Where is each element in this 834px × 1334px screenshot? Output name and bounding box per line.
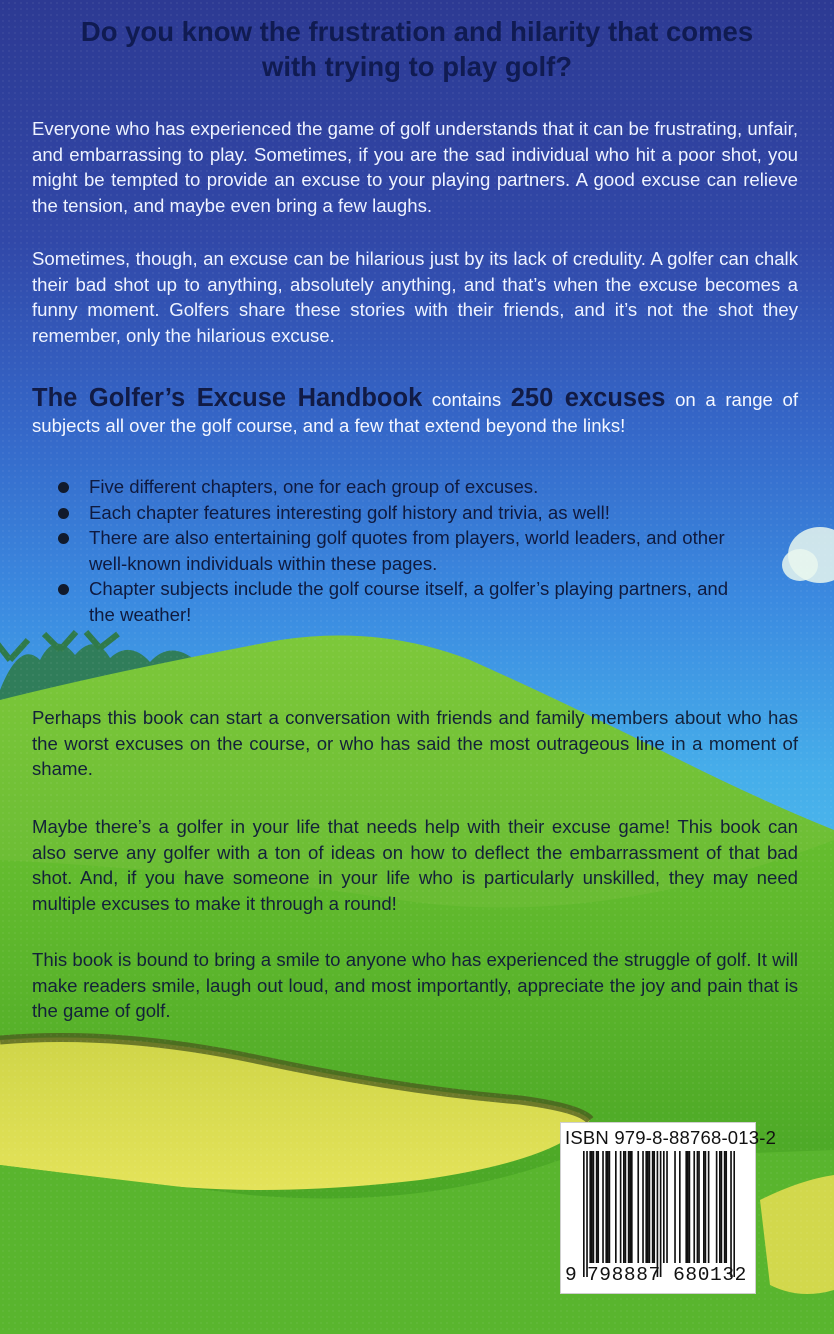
- list-item: [52, 525, 752, 576]
- barcode-bar: [685, 1151, 687, 1263]
- barcode-bar: [653, 1151, 655, 1263]
- barcode-bar: [596, 1151, 598, 1263]
- bullet-icon: [58, 584, 69, 595]
- heading-line-2: with trying to play golf?: [261, 51, 573, 82]
- barcode-bar: [593, 1151, 595, 1263]
- barcode-bar: [586, 1151, 588, 1277]
- bullet-text: Five different chapters, one for each group of excuses.: [89, 476, 539, 497]
- barcode-bar: [642, 1151, 644, 1263]
- barcode-bar: [679, 1151, 681, 1263]
- barcode-bar: [687, 1151, 689, 1263]
- barcode-bar: [660, 1151, 662, 1277]
- barcode-bar: [663, 1151, 665, 1263]
- barcode-bar: [629, 1151, 631, 1263]
- bullet-icon: [58, 508, 69, 519]
- bullet-text: Chapter subjects include the golf course itself, a golfer’s playing partners, and the weather!: [89, 578, 729, 625]
- barcode-bar: [708, 1151, 710, 1263]
- barcode-bar: [615, 1151, 617, 1263]
- heading-line-1: Do you know the frustration and hilarity that comes: [80, 16, 754, 47]
- barcode-bar: [719, 1151, 721, 1263]
- excuse-paragraph: Sometimes, though, an excuse can be hilarious just by its lack of credulity. A golfer can chalk their bad shot up to anything, absolutely anything, and that’s when the excuse becomes a funny moment. Golfers share these stories with their friends, and it’s not the shot they remember, only the hilarious excuse.: [32, 248, 798, 346]
- gift-paragraph: Maybe there’s a golfer in your life that needs help with their excuse game! This book can also serve any golfer with a ton of ideas on how to deflect the embarrassment of that bad shot. And, if you have someone in your life who is particularly unskilled, they may need multiple excuses to make it through a round!: [32, 816, 798, 914]
- barcode-bar: [666, 1151, 668, 1263]
- barcode-bar: [602, 1151, 604, 1263]
- barcode-bar: [705, 1151, 707, 1263]
- barcode-bar: [721, 1151, 723, 1263]
- barcode-bar: [689, 1151, 691, 1263]
- barcode-bar: [657, 1151, 659, 1277]
- barcode-bar: [725, 1151, 727, 1263]
- barcode-bar: [697, 1151, 699, 1263]
- barcode-bar: [645, 1151, 647, 1263]
- summary-rest: on a range of subjects all over the golf course, and a few that extend beyond the links!: [32, 389, 799, 436]
- list-item: [52, 500, 752, 526]
- barcode-bar: [607, 1151, 609, 1263]
- barcode-bar: [628, 1151, 630, 1263]
- barcode-bar: [647, 1151, 649, 1263]
- barcode-bar: [733, 1151, 735, 1277]
- barcode-bar: [583, 1151, 585, 1277]
- barcode-bar: [631, 1151, 633, 1263]
- bullet-icon: [58, 533, 69, 544]
- barcode-bar: [730, 1151, 732, 1277]
- barcode-bar: [589, 1151, 591, 1263]
- barcode-bar: [674, 1151, 676, 1263]
- barcode-bar: [698, 1151, 700, 1263]
- barcode-bar: [591, 1151, 593, 1263]
- book-title: The Golfer’s Excuse Handbook: [32, 384, 423, 412]
- list-item: [52, 576, 752, 627]
- bullet-text: Each chapter features interesting golf history and trivia, as well!: [89, 501, 610, 523]
- barcode-lead-digit: 9: [565, 1264, 578, 1286]
- excuse-count: 250 excuses: [510, 384, 666, 412]
- barcode-bar: [652, 1151, 654, 1263]
- barcode-bar: [703, 1151, 705, 1263]
- conversation-paragraph: Perhaps this book can start a conversation with friends and family members about who has the worst excuses on the course, or who has said the most outrageous line in a moment of shame.: [32, 707, 798, 779]
- bullet-text: There are also entertaining golf quotes from players, world leaders, and other well-known individuals within these pages.: [89, 527, 725, 574]
- barcode-bar: [623, 1151, 625, 1263]
- barcode-bar: [620, 1151, 622, 1263]
- isbn-label: ISBN 979-8-88768-013-2: [565, 1127, 777, 1148]
- bullet-icon: [58, 482, 69, 493]
- barcode-bars: [583, 1151, 735, 1277]
- cover-heading: [40, 14, 794, 84]
- closing-paragraph: This book is bound to bring a smile to anyone who has experienced the struggle of golf. It will make readers smile, laugh out loud, and most importantly, appreciate the joy and pain that is the game of golf.: [32, 949, 798, 1021]
- feature-list: [52, 474, 752, 627]
- barcode-bar: [609, 1151, 611, 1263]
- barcode-bar: [625, 1151, 627, 1263]
- list-item: [52, 474, 752, 500]
- barcode-digits: 798887 680132: [587, 1264, 747, 1286]
- barcode-bar: [649, 1151, 651, 1263]
- isbn-barcode: [560, 1122, 777, 1294]
- barcode-bar: [693, 1151, 695, 1263]
- barcode-bar: [637, 1151, 639, 1263]
- intro-paragraph: Everyone who has experienced the game of golf understands that it can be frustrating, unfair, and embarrassing to play. Sometimes, if you are the sad individual who hit a poor shot, you might be tempted to provide an excuse to your playing partners. A good excuse can relieve the tension, and maybe even bring a few laughs.: [32, 118, 798, 216]
- barcode-bar: [605, 1151, 607, 1263]
- barcode-bar: [716, 1151, 718, 1263]
- barcode-bar: [597, 1151, 599, 1263]
- barcode-bar: [724, 1151, 726, 1263]
- contains-text: contains: [422, 389, 511, 410]
- book-summary-paragraph: [32, 386, 798, 438]
